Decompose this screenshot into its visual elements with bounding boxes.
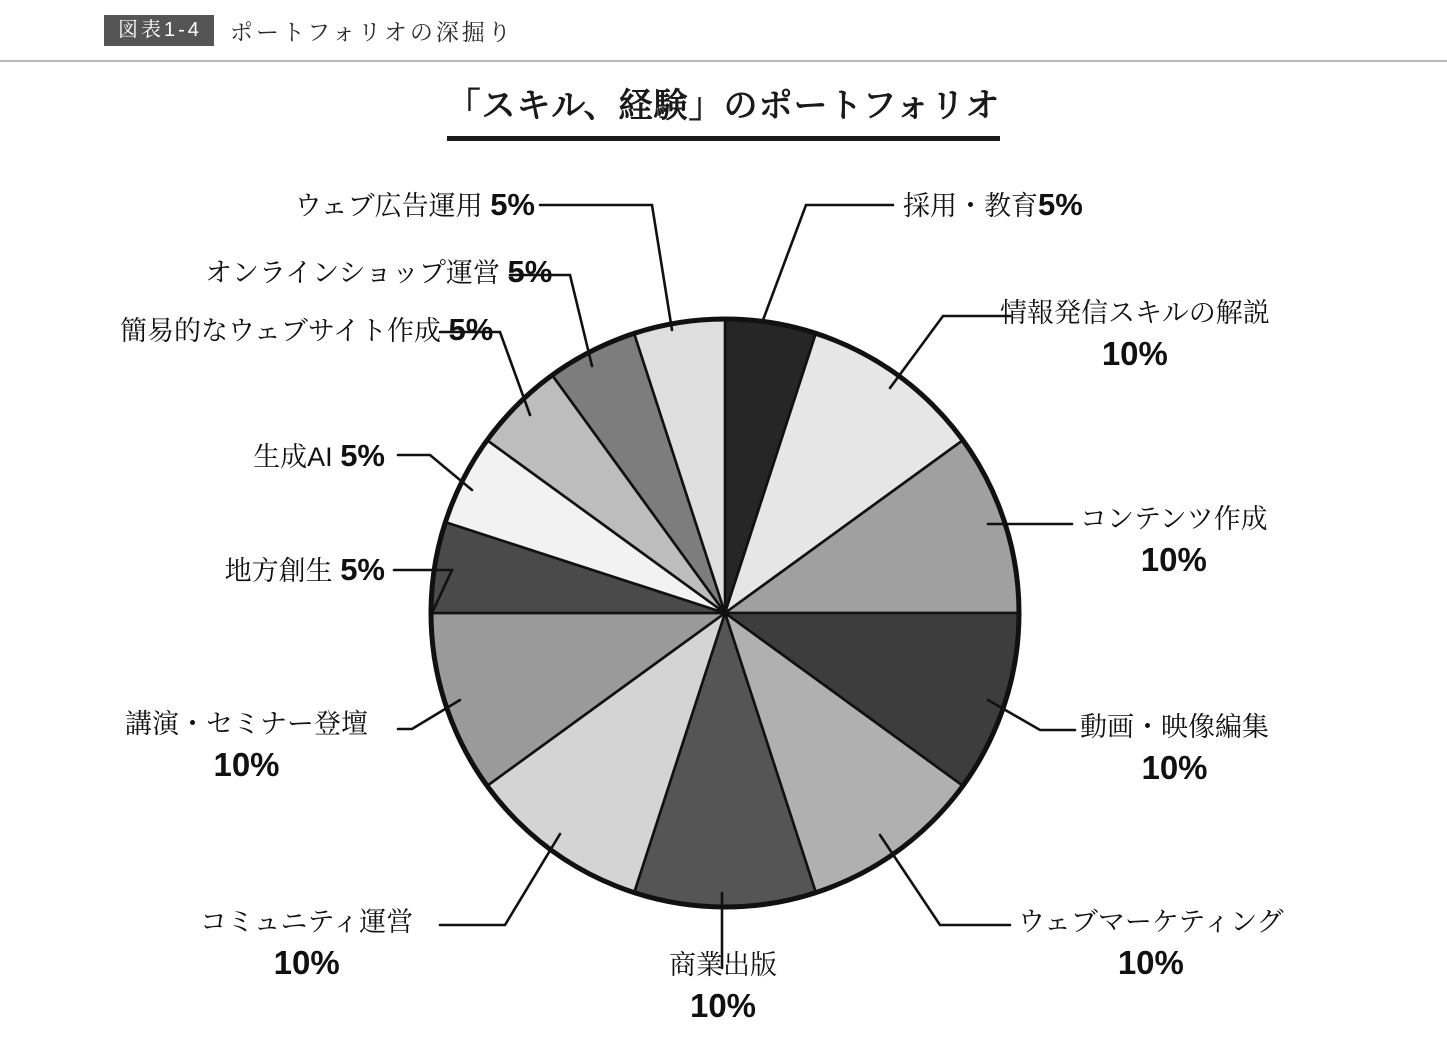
slice-label-pct: 5%	[490, 187, 535, 222]
slice-label-pct: 5%	[340, 552, 385, 587]
slice-label-johatsu-skill	[1000, 296, 1270, 375]
slice-label-web-ad	[240, 185, 535, 226]
slice-label-douga-henshu	[1080, 710, 1269, 789]
slice-label-community-unei	[200, 905, 413, 984]
slice-label-name: 動画・映像編集	[1080, 712, 1269, 742]
slice-label-name: 情報発信スキルの解説	[1000, 298, 1270, 328]
pie-chart	[425, 313, 1025, 913]
figure-caption: ポートフォリオの深掘り	[229, 18, 514, 45]
slice-label-name: コンテンツ作成	[1080, 504, 1268, 534]
slice-label-pct: 10%	[273, 943, 340, 981]
slice-label-pct: 10%	[1117, 943, 1184, 981]
chart-title	[0, 78, 1447, 141]
slice-label-name: オンラインショップ運営	[205, 258, 500, 288]
slice-label-name: ウェブ広告運用	[294, 191, 483, 221]
slice-label-kouen-seminar	[125, 707, 368, 786]
slice-label-pct: 5%	[1038, 187, 1083, 222]
slice-label-name: コミュニティ運営	[200, 907, 414, 937]
slice-label-pct: 10%	[689, 986, 757, 1024]
slice-label-name: 講演・セミナー登壇	[125, 709, 368, 739]
slice-label-name: 採用・教育	[903, 191, 1038, 221]
slice-label-name: 地方創生	[224, 556, 333, 586]
slice-label-name: 生成AI	[253, 442, 333, 472]
slice-label-pct: 10%	[1141, 748, 1208, 786]
slice-label-web-marketing	[1018, 905, 1284, 984]
figure-number-badge: 図表1-4	[104, 15, 214, 46]
slice-label-name: 簡易的なウェブサイト作成	[120, 316, 442, 346]
slice-label-name: ウェブマーケティング	[1018, 907, 1284, 937]
slice-label-pct: 10%	[1101, 334, 1168, 372]
slice-label-pct: 5%	[507, 254, 553, 289]
slice-label-contents-sakusei	[1080, 502, 1268, 581]
slice-label-online-shop	[205, 252, 553, 293]
slice-label-kanni-website	[120, 310, 494, 351]
slice-label-shogyo-shuppan	[648, 948, 798, 1027]
slice-label-pct: 10%	[213, 745, 280, 783]
slice-label-name: 商業出版	[669, 950, 777, 980]
slice-label-chiho-sosei	[175, 550, 385, 591]
slice-label-seisei-ai	[215, 436, 385, 477]
slice-label-pct: 5%	[340, 438, 385, 473]
pie-chart-svg	[425, 313, 1025, 913]
slice-label-pct: 5%	[448, 312, 494, 347]
chart-title-text: 「スキル、経験」のポートフォリオ	[447, 78, 1001, 141]
slice-label-pct: 10%	[1140, 540, 1207, 578]
slice-label-saiyo-kyoiku	[903, 185, 1083, 226]
figure-header	[0, 0, 1447, 62]
